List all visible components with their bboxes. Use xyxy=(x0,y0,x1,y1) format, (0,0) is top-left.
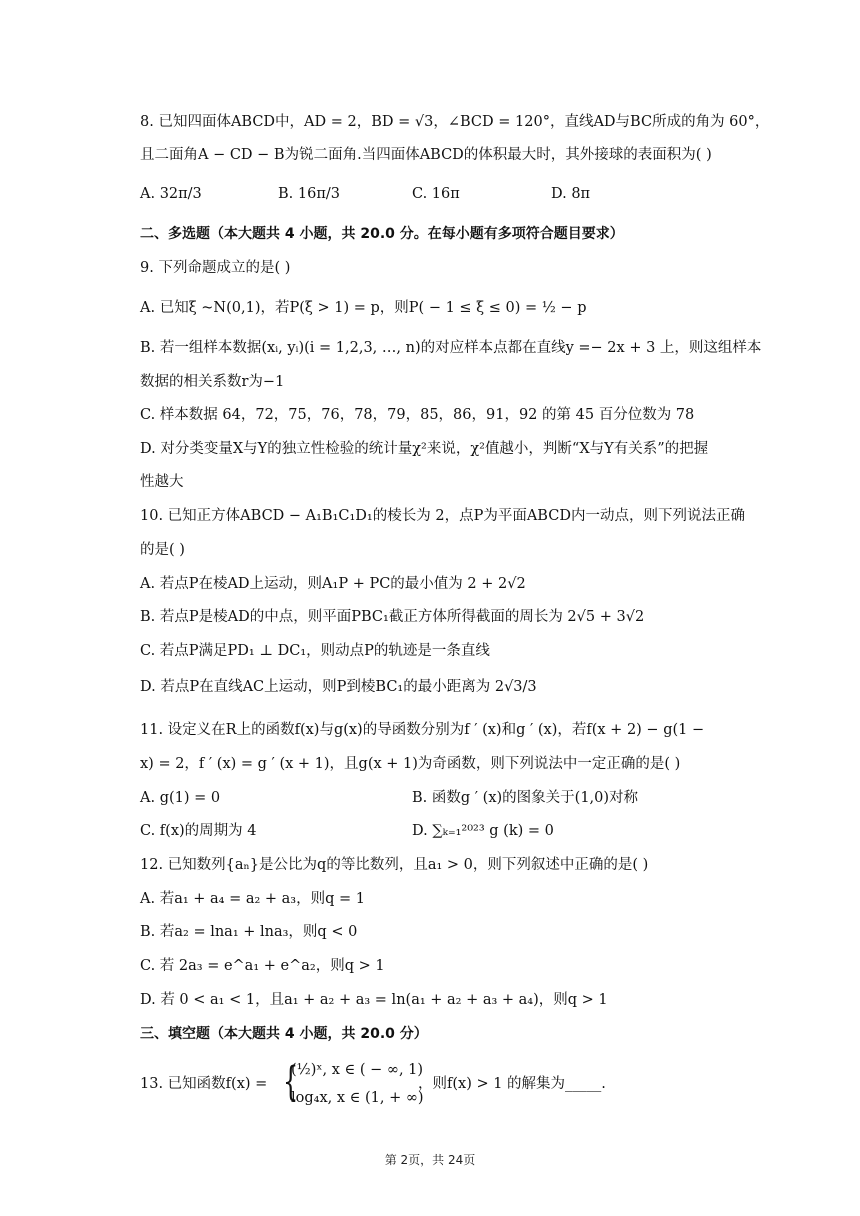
q12-stem: 12. 已知数列{aₙ}是公比为q的等比数列，且a₁ > 0，则下列叙述中正确的是( ) xyxy=(140,857,649,873)
q11-option-c: C. f(x)的周期为 4 xyxy=(140,823,257,839)
q10-option-a: A. 若点P在棱AD上运动，则A₁P + PC的最小值为 2 + 2√2 xyxy=(140,576,526,592)
q13-case-2: log₄x, x ∈ (1, + ∞) xyxy=(291,1090,424,1106)
q11-stem-line2: x) = 2，f ′ (x) = g ′ (x + 1)，且g(x + 1)为奇函数，则下列说法中一定正确的是( ) xyxy=(140,756,681,772)
q8-option-a: A. 32π/3 xyxy=(140,186,202,202)
q8-option-c: C. 16π xyxy=(412,186,460,202)
q11-option-b: B. 函数g ′ (x)的图象关于(1,0)对称 xyxy=(412,790,639,806)
q8-option-d: D. 8π xyxy=(551,186,591,202)
q11-option-a: A. g(1) = 0 xyxy=(140,790,221,806)
q10-option-b: B. 若点P是棱AD的中点，则平面PBC₁截正方体所得截面的周长为 2√5 + 3√2 xyxy=(140,609,645,625)
section-heading-fill-in: 三、填空题（本大题共 4 小题，共 20.0 分） xyxy=(140,1026,428,1042)
q9-option-c: C. 样本数据 64，72，75，76，78，79，85，86，91，92 的第 45 百分位数为 78 xyxy=(140,407,695,423)
q11-option-d: D. ∑ₖ₌₁²⁰²³ g (k) = 0 xyxy=(412,823,554,839)
q9-option-d-line1: D. 对分类变量X与Y的独立性检验的统计量χ²来说，χ²值越小，判断“X与Y有关系”的把握 xyxy=(140,441,709,457)
q11-stem-line1: 11. 设定义在R上的函数f(x)与g(x)的导函数分别为f ′ (x)和g ′ (x)，若f(x + 2) − g(1 − xyxy=(140,722,705,738)
q9-option-d-line2: 性越大 xyxy=(140,474,184,490)
q12-option-c: C. 若 2a₃ = e^a₁ + e^a₂，则q > 1 xyxy=(140,958,385,974)
q10-option-c: C. 若点P满足PD₁ ⊥ DC₁，则动点P的轨迹是一条直线 xyxy=(140,643,490,659)
q12-option-b: B. 若a₂ = lna₁ + lna₃，则q < 0 xyxy=(140,924,358,940)
q13-stem: 13. 已知函数f(x) = xyxy=(140,1076,268,1092)
q13-case-1: (½)ˣ, x ∈ ( − ∞, 1) xyxy=(291,1062,424,1078)
q10-option-d: D. 若点P在直线AC上运动，则P到棱BC₁的最小距离为 2√3/3 xyxy=(140,679,537,695)
q10-stem-line1: 10. 已知正方体ABCD − A₁B₁C₁D₁的棱长为 2，点P为平面ABCD内一动点，则下列说法正确 xyxy=(140,508,745,524)
q9-option-a: A. 已知ξ ~N(0,1)，若P(ξ > 1) = p，则P( − 1 ≤ ξ ≤ 0) = ½ − p xyxy=(140,300,587,316)
q9-option-b-line2: 数据的相关系数r为−1 xyxy=(140,374,285,390)
q12-option-d: D. 若 0 < a₁ < 1，且a₁ + a₂ + a₃ = ln(a₁ + a₂ + a₃ + a₄)，则q > 1 xyxy=(140,992,608,1008)
page-footer: 第 2页，共 24页 xyxy=(384,1153,476,1167)
q8-option-b: B. 16π/3 xyxy=(278,186,340,202)
q10-stem-line2: 的是( ) xyxy=(140,542,185,558)
q8-stem-line1: 8. 已知四面体ABCD中，AD = 2，BD = √3，∠BCD = 120°，直线AD与BC所成的角为 60°， xyxy=(140,114,770,130)
q13-tail: ，则f(x) > 1 的解集为_____. xyxy=(418,1076,606,1092)
piecewise-brace: { xyxy=(283,1059,299,1105)
q9-stem: 9. 下列命题成立的是( ) xyxy=(140,260,291,276)
q9-option-b-line1: B. 若一组样本数据(xᵢ, yᵢ)(i = 1,2,3, …, n)的对应样本点都在直线y =− 2x + 3 上，则这组样本 xyxy=(140,340,762,356)
q12-option-a: A. 若a₁ + a₄ = a₂ + a₃，则q = 1 xyxy=(140,891,365,907)
q8-stem-line2: 且二面角A − CD − B为锐二面角.当四面体ABCD的体积最大时，其外接球的表面积为( ) xyxy=(140,147,712,163)
section-heading-multi-choice: 二、多选题（本大题共 4 小题，共 20.0 分。在每小题有多项符合题目要求） xyxy=(140,226,624,242)
